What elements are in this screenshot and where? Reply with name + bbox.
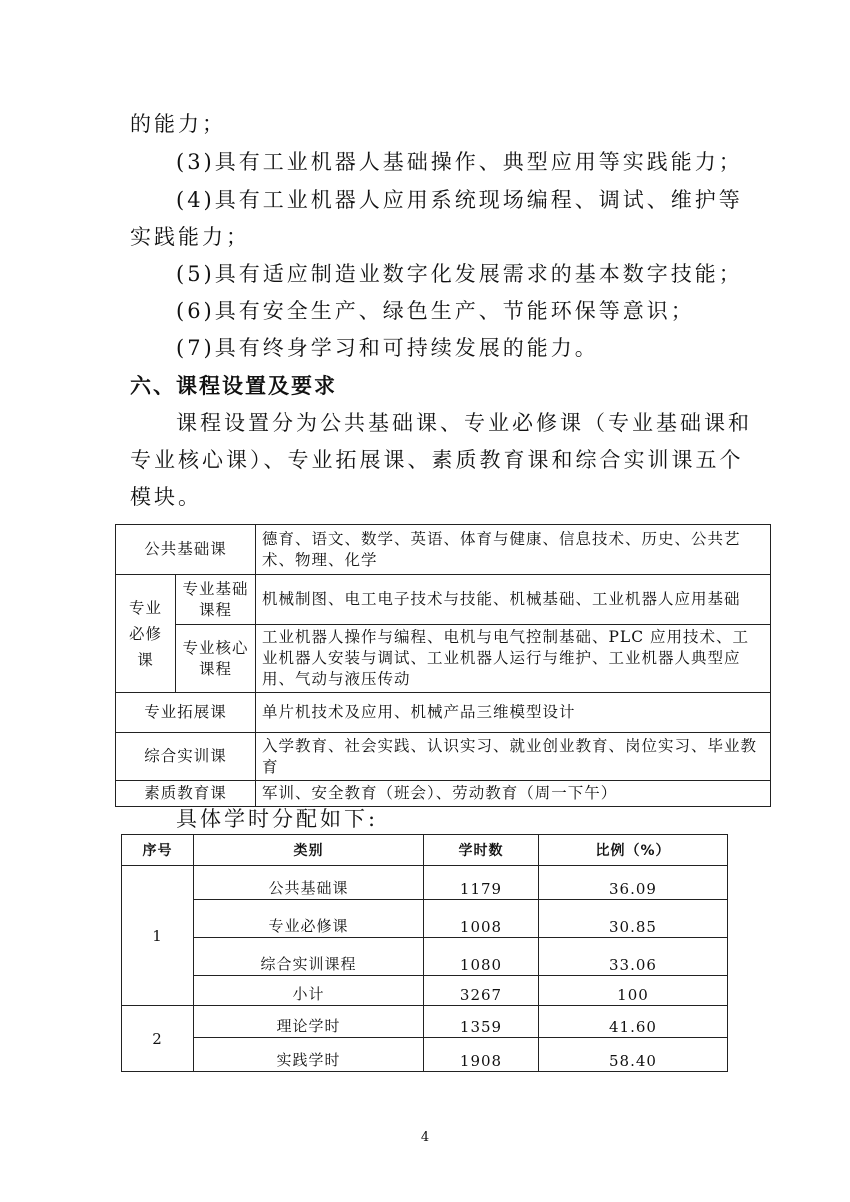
quality-label: 素质教育课 [116, 781, 256, 807]
row-ratio: 41.60 [539, 1006, 728, 1038]
text-line-7: (7)具有终身学习和可持续发展的能力。 [176, 336, 599, 360]
table-row [116, 525, 771, 575]
row-hours: 3267 [424, 976, 539, 1006]
table-row [122, 1006, 728, 1038]
page-number: 4 [420, 1130, 430, 1145]
public-basic-content: 德育、语文、数学、英语、体育与健康、信息技术、历史、公共艺术、物理、化学 [256, 525, 771, 575]
required-core-content: 工业机器人操作与编程、电机与电气控制基础、PLC 应用技术、工业机器人安装与调试、工业机器人运行与维护、工业机器人典型应用、气动与液压传动 [256, 625, 771, 693]
table-row [122, 938, 728, 976]
header-category: 类别 [194, 835, 424, 866]
table-row [122, 976, 728, 1006]
table-row [122, 1038, 728, 1072]
table-row [116, 575, 771, 625]
intro-line-1: 课程设置分为公共基础课、专业必修课（专业基础课和 [176, 411, 752, 435]
table-row [122, 900, 728, 938]
table-row [122, 866, 728, 900]
row-ratio: 100 [539, 976, 728, 1006]
quality-content: 军训、安全教育（班会）、劳动教育（周一下午） [256, 781, 771, 807]
required-basic-content: 机械制图、电工电子技术与技能、机械基础、工业机器人应用基础 [256, 575, 771, 625]
section-heading: 六、课程设置及要求 [130, 374, 337, 398]
row-ratio: 33.06 [539, 938, 728, 976]
text-line-2: (3)具有工业机器人基础操作、典型应用等实践能力； [176, 150, 743, 174]
group1-index: 1 [122, 866, 194, 1006]
training-label: 综合实训课 [116, 733, 256, 781]
text-line-5: (5)具有适应制造业数字化发展需求的基本数字技能； [176, 262, 743, 286]
row-category: 小计 [194, 976, 424, 1006]
row-category: 综合实训课程 [194, 938, 424, 976]
header-index: 序号 [122, 835, 194, 866]
public-basic-label: 公共基础课 [116, 525, 256, 575]
required-label [116, 575, 176, 693]
extension-label: 专业拓展课 [116, 693, 256, 733]
row-ratio: 58.40 [539, 1038, 728, 1072]
row-hours: 1080 [424, 938, 539, 976]
row-category: 专业必修课 [194, 900, 424, 938]
table-row [116, 733, 771, 781]
required-basic-label: 专业基础课程 [176, 575, 256, 625]
table-row [116, 625, 771, 693]
text-line-4: 实践能力； [130, 225, 250, 249]
required-core-label: 专业核心课程 [176, 625, 256, 693]
group2-index: 2 [122, 1006, 194, 1072]
intro-line-2: 专业核心课）、专业拓展课、素质教育课和综合实训课五个 [130, 448, 744, 472]
text-line-6: (6)具有安全生产、绿色生产、节能环保等意识； [176, 299, 695, 323]
training-content: 入学教育、社会实践、认识实习、就业创业教育、岗位实习、毕业教育 [256, 733, 771, 781]
hours-intro: 具体学时分配如下: [176, 807, 379, 831]
hours-table [121, 834, 728, 1072]
row-ratio: 30.85 [539, 900, 728, 938]
row-hours: 1908 [424, 1038, 539, 1072]
header-ratio: 比例（%） [539, 835, 728, 866]
required-label-text: 专业必修课 [128, 598, 162, 669]
row-hours: 1359 [424, 1006, 539, 1038]
row-ratio: 36.09 [539, 866, 728, 900]
row-category: 理论学时 [194, 1006, 424, 1038]
row-hours: 1179 [424, 866, 539, 900]
course-table [115, 524, 771, 807]
header-hours: 学时数 [424, 835, 539, 866]
extension-content: 单片机技术及应用、机械产品三维模型设计 [256, 693, 771, 733]
intro-line-3: 模块。 [130, 485, 202, 509]
row-category: 实践学时 [194, 1038, 424, 1072]
table-row [116, 781, 771, 807]
text-line-3: (4)具有工业机器人应用系统现场编程、调试、维护等 [176, 188, 743, 212]
row-hours: 1008 [424, 900, 539, 938]
table-header-row [122, 835, 728, 866]
row-category: 公共基础课 [194, 866, 424, 900]
text-line-1: 的能力； [130, 112, 226, 136]
table-row [116, 693, 771, 733]
